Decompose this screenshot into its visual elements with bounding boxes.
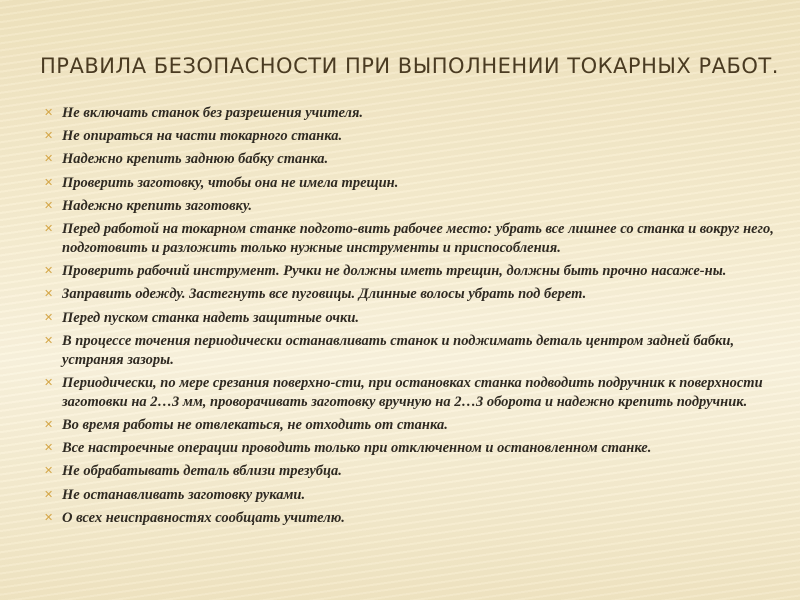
rule-text: Все настроечные операции проводить только при отключенном и остановленном станке. (62, 440, 652, 457)
rule-item (44, 374, 774, 412)
x-bullet-icon: ✕ (44, 106, 54, 119)
x-bullet-icon: ✕ (44, 221, 54, 235)
rule-item (44, 262, 774, 281)
rule-text: Заправить одежду. Застегнуть все пуговицы. Длинные волосы убрать под берет. (62, 286, 587, 303)
x-bullet-icon: ✕ (44, 418, 54, 432)
x-bullet-icon: ✕ (44, 287, 54, 301)
x-bullet-icon: ✕ (44, 310, 54, 324)
rule-text: Проверить рабочий инструмент. Ручки не должны иметь трещин, должны быть прочно насаже-ны. (62, 263, 727, 280)
rule-text: Надежно крепить заднюю бабку станка. (62, 151, 329, 168)
rule-text: Периодически, по мере срезания поверхно-сти, при остановках станка подводить подручник к поверхности заготовки на 2…3 мм, проворачивать заготовку вручную на 2…3 оборота и надежно крепить подручник. (62, 374, 763, 410)
rule-item (44, 509, 774, 528)
rule-text: Во время работы не отвлекаться, не отходить от станка. (62, 417, 448, 434)
rule-item (44, 220, 774, 258)
rule-item (44, 174, 774, 193)
rule-item (44, 285, 774, 304)
rule-item (44, 197, 774, 216)
x-bullet-icon: ✕ (44, 441, 54, 455)
rule-text: В процессе точения периодически останавливать станок и поджимать деталь центром задней бабки, устраняя зазоры. (62, 332, 735, 368)
rule-text: Перед работой на токарном станке подгото-вить рабочее место: убрать все лишнее со станка и вокруг него, подготовить и разложить только нужные инструменты и приспособления. (62, 220, 774, 256)
rule-text: Проверить заготовку, чтобы она не имела трещин. (62, 174, 399, 191)
rule-item (44, 150, 774, 169)
x-bullet-icon: ✕ (44, 487, 54, 501)
rules-list (44, 104, 774, 532)
rule-text: О всех неисправностях сообщать учителю. (62, 509, 345, 526)
x-bullet-icon: ✕ (44, 129, 54, 143)
x-bullet-icon: ✕ (44, 152, 54, 166)
rule-item (44, 104, 774, 123)
x-bullet-icon: ✕ (44, 375, 54, 389)
x-bullet-icon: ✕ (44, 198, 54, 212)
rule-item (44, 332, 774, 370)
rule-item (44, 462, 774, 481)
rule-text: Перед пуском станка надеть защитные очки. (62, 309, 360, 326)
rule-text: Не опираться на части токарного станка. (62, 128, 343, 145)
rule-item (44, 416, 774, 435)
x-bullet-icon: ✕ (44, 510, 54, 524)
x-bullet-icon: ✕ (44, 464, 54, 478)
slide-title: ПРАВИЛА БЕЗОПАСНОСТИ ПРИ ВЫПОЛНЕНИИ ТОКАРНЫХ РАБОТ. (40, 54, 779, 78)
rule-text: Не обрабатывать деталь вблизи трезубца. (62, 463, 342, 480)
rule-text: Не останавливать заготовку руками. (62, 486, 306, 503)
rule-item (44, 309, 774, 328)
rule-text: Не включать станок без разрешения учителя. (62, 105, 364, 121)
x-bullet-icon: ✕ (44, 333, 54, 347)
x-bullet-icon: ✕ (44, 175, 54, 189)
rule-item (44, 486, 774, 505)
rule-item (44, 439, 774, 458)
rule-item (44, 127, 774, 146)
x-bullet-icon: ✕ (44, 264, 54, 278)
rule-text: Надежно крепить заготовку. (62, 197, 253, 214)
